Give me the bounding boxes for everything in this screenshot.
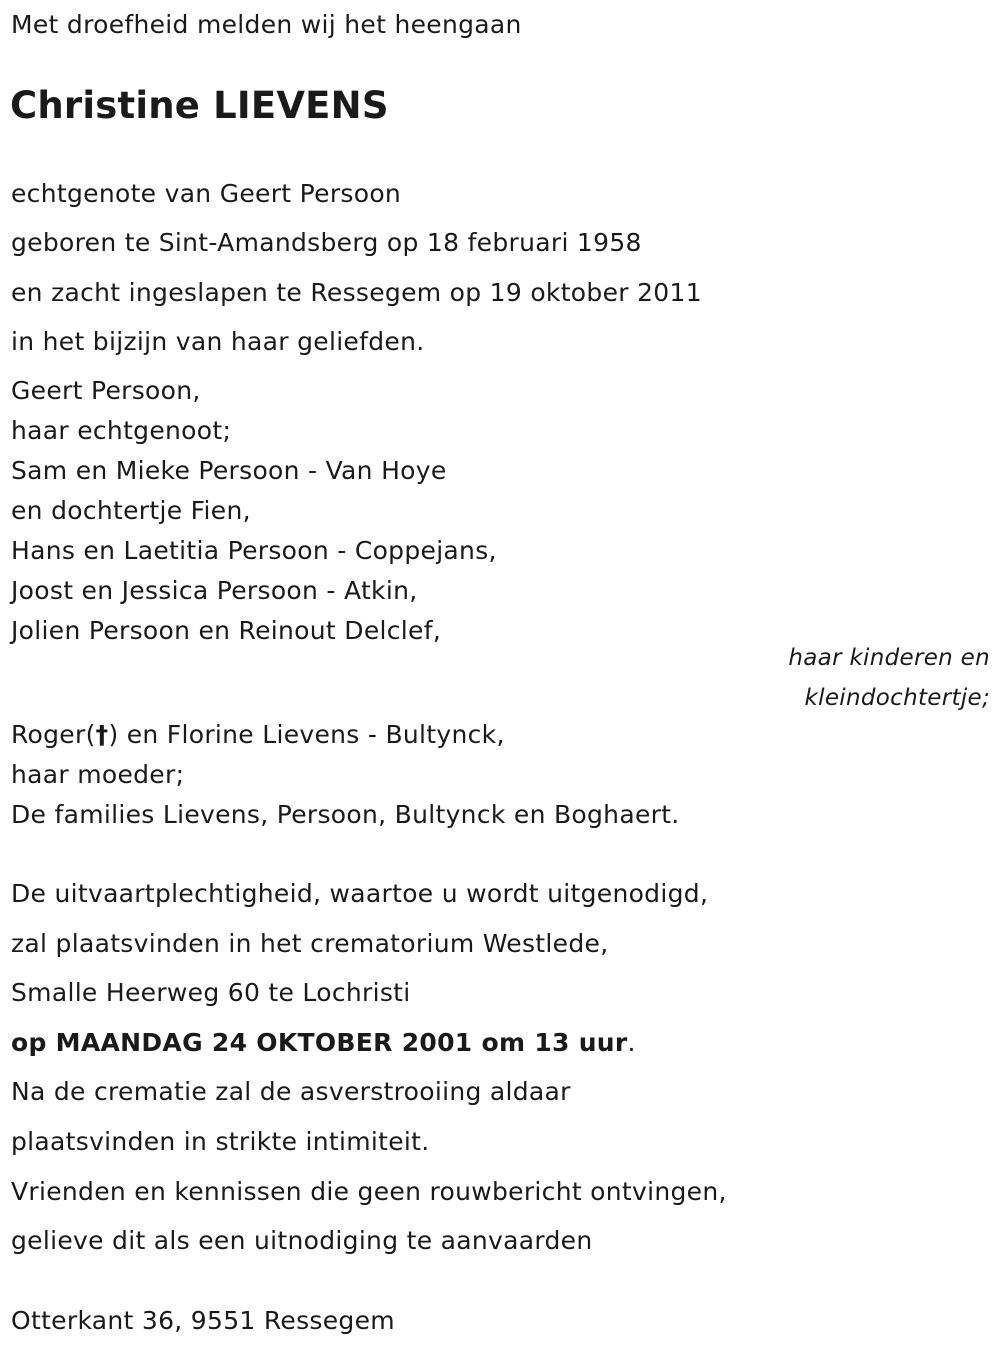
children-note xyxy=(788,638,990,718)
families-line: De families Lievens, Persoon, Bultynck en Boghaert. xyxy=(11,800,680,829)
ceremony-date-suffix: . xyxy=(627,1028,636,1057)
ceremony-line-6: plaatsvinden in strikte intimiteit. xyxy=(11,1127,430,1156)
ceremony-line-3: Smalle Heerweg 60 te Lochristi xyxy=(11,978,411,1007)
cross-icon: † xyxy=(95,720,109,749)
family-line: Jolien Persoon en Reinout Delclef, xyxy=(11,616,442,645)
parents-prefix: Roger( xyxy=(11,720,96,749)
ceremony-date: op MAANDAG 24 OKTOBER 2001 om 13 uur xyxy=(11,1028,628,1057)
family-list-1 xyxy=(11,371,497,651)
address: Otterkant 36, 9551 Ressegem xyxy=(11,1306,395,1335)
family-line: Joost en Jessica Persoon - Atkin, xyxy=(11,576,418,605)
ceremony-line-1: De uitvaartplechtigheid, waartoe u wordt uitgenodigd, xyxy=(11,879,709,908)
presence-line: in het bijzijn van haar geliefden. xyxy=(11,327,425,356)
parents-suffix: ) en Florine Lievens - Bultynck, xyxy=(108,720,505,749)
deceased-name: Christine LIEVENS xyxy=(10,84,389,127)
family-line: Hans en Laetitia Persoon - Coppejans, xyxy=(11,536,497,565)
family-line: haar echtgenoot; xyxy=(11,416,232,445)
family-line: en dochtertje Fien, xyxy=(11,496,251,525)
ceremony-line-5: Na de crematie zal de asverstrooiing aldaar xyxy=(11,1077,571,1106)
spouse-line: echtgenote van Geert Persoon xyxy=(11,179,402,208)
death-line: en zacht ingeslapen te Ressegem op 19 oktober 2011 xyxy=(11,278,702,307)
children-note-line: haar kinderen en xyxy=(788,645,990,671)
ceremony-date-line xyxy=(11,1026,636,1060)
ceremony-line-8: gelieve dit als een uitnodiging te aanvaarden xyxy=(11,1226,593,1255)
family-line: Sam en Mieke Persoon - Van Hoye xyxy=(11,456,447,485)
parents-line xyxy=(11,715,680,755)
birth-line: geboren te Sint-Amandsberg op 18 februari 1958 xyxy=(11,228,642,257)
family-list-2 xyxy=(11,715,680,835)
intro-text: Met droefheid melden wij het heengaan xyxy=(11,10,522,39)
ceremony-line-2: zal plaatsvinden in het crematorium Westlede, xyxy=(11,929,609,958)
ceremony-line-7: Vrienden en kennissen die geen rouwbericht ontvingen, xyxy=(11,1177,727,1206)
family-line: Geert Persoon, xyxy=(11,376,201,405)
mother-line: haar moeder; xyxy=(11,760,185,789)
children-note-line: kleindochtertje; xyxy=(804,685,990,711)
